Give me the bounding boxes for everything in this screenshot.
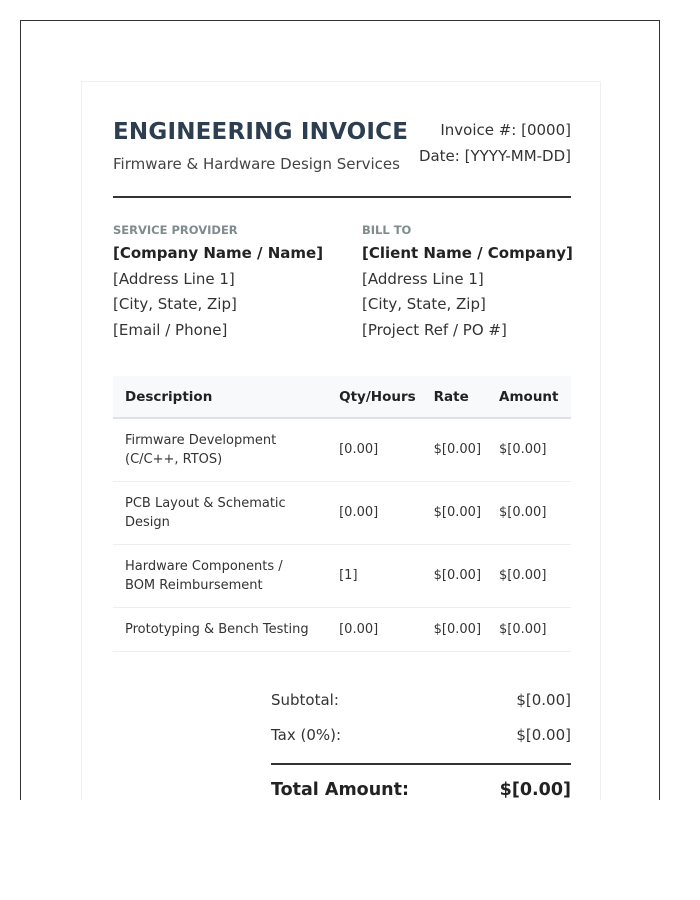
table-row — [113, 544, 571, 607]
document-frame — [20, 20, 660, 800]
invoice-meta — [419, 117, 571, 169]
bill-to-label: BILL TO — [362, 223, 412, 237]
parties-section — [113, 198, 571, 376]
table-row — [113, 418, 571, 481]
item-qty: [0.00] — [327, 418, 428, 481]
header-amount: Amount — [493, 376, 571, 418]
bill-to-block — [362, 222, 573, 343]
item-rate: $[0.00] — [428, 481, 493, 544]
item-amount: $[0.00] — [493, 418, 571, 481]
subtotal-value: $[0.00] — [516, 690, 571, 709]
client-address-line2: [City, State, Zip] — [362, 295, 486, 313]
client-address-line1: [Address Line 1] — [362, 269, 484, 288]
total-amount-value: $[0.00] — [499, 779, 571, 800]
table-row — [113, 481, 571, 544]
item-qty: [1] — [327, 544, 428, 607]
provider-address-line2: [City, State, Zip] — [113, 295, 237, 313]
item-description: Prototyping & Bench Testing — [113, 607, 327, 651]
item-qty: [0.00] — [327, 607, 428, 651]
invoice-date: Date: [YYYY-MM-DD] — [418, 147, 571, 165]
invoice-title: ENGINEERING INVOICE — [113, 119, 409, 145]
client-project-ref: [Project Ref / PO #] — [362, 320, 507, 339]
tax-value: $[0.00] — [516, 725, 571, 744]
invoice-number: Invoice #: [0000] — [440, 121, 571, 139]
item-amount: $[0.00] — [493, 607, 571, 651]
tax-label: Tax (0%): — [271, 725, 342, 744]
item-rate: $[0.00] — [428, 607, 493, 651]
item-rate: $[0.00] — [428, 418, 493, 481]
invoice-subtitle: Firmware & Hardware Design Services — [113, 155, 400, 173]
invoice-page — [81, 81, 601, 800]
item-qty: [0.00] — [327, 481, 428, 544]
table-row — [113, 607, 571, 651]
invoice-header — [113, 82, 571, 198]
header-qty-hours: Qty/Hours — [327, 376, 428, 418]
service-provider-label: SERVICE PROVIDER — [113, 223, 238, 237]
total-amount-row — [271, 763, 571, 801]
table-header-row — [113, 376, 571, 418]
service-provider-block — [113, 222, 323, 343]
line-items-table — [113, 376, 571, 652]
item-description: PCB Layout & Schematic Design — [113, 481, 327, 544]
subtotal-label: Subtotal: — [271, 690, 339, 709]
provider-name: [Company Name / Name] — [113, 244, 324, 262]
item-amount: $[0.00] — [493, 544, 571, 607]
totals-section — [271, 683, 571, 801]
header-rate: Rate — [428, 376, 493, 418]
tax-row — [271, 718, 571, 753]
item-description: Hardware Components / BOM Reimbursement — [113, 544, 327, 607]
item-description: Firmware Development (C/C++, RTOS) — [113, 418, 327, 481]
header-description: Description — [113, 376, 327, 418]
client-name: [Client Name / Company] — [362, 244, 573, 262]
subtotal-row — [271, 683, 571, 718]
provider-address-line1: [Address Line 1] — [113, 269, 235, 288]
item-amount: $[0.00] — [493, 481, 571, 544]
total-amount-label: Total Amount: — [271, 779, 409, 800]
item-rate: $[0.00] — [428, 544, 493, 607]
provider-contact: [Email / Phone] — [113, 320, 228, 339]
invoice-content — [113, 82, 571, 800]
